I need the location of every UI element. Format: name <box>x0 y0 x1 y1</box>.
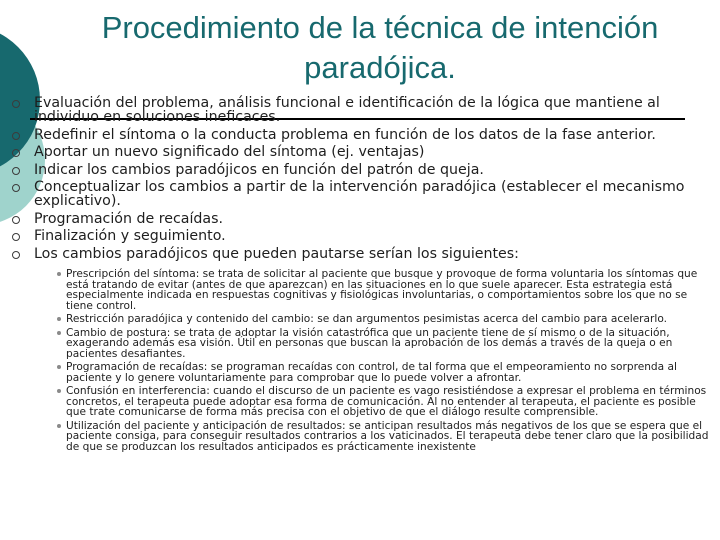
list-item: Indicar los cambios paradójicos en función del patrón de queja. <box>12 163 702 177</box>
dot-bullet-icon <box>57 389 61 393</box>
list-item: Aportar un nuevo significado del síntoma (ej. ventajas) <box>12 145 702 159</box>
sub-list-item: Utilización del paciente y anticipación de resultados: se anticipan resultados más negativos de los que se espera que el paciente consiga, para conseguir resultados contrarios a los vaticinados. El terapeuta debe tener claro que la posibilidad de que se produzcan los resultados anticipados es prácticamente inexistente <box>57 421 712 453</box>
circle-bullet-icon <box>12 149 20 157</box>
circle-bullet-icon <box>12 132 20 140</box>
sub-list-item: Programación de recaídas: se programan recaídas con control, de tal forma que el empeoramiento no sorprenda al paciente y lo genere voluntariamente para comprobar que lo puede volver a afrontar. <box>57 362 712 383</box>
dot-bullet-icon <box>57 331 61 335</box>
list-item: Finalización y seguimiento. <box>12 229 702 243</box>
circle-bullet-icon <box>12 184 20 192</box>
dot-bullet-icon <box>57 424 61 428</box>
procedure-list <box>12 96 702 264</box>
circle-bullet-icon <box>12 233 20 241</box>
list-item: Programación de recaídas. <box>12 212 702 226</box>
dot-bullet-icon <box>57 317 61 321</box>
circle-bullet-icon <box>12 167 20 175</box>
circle-bullet-icon <box>12 251 20 259</box>
sub-list-item: Confusión en interferencia: cuando el discurso de un paciente es vago resistiéndose a expresar el problema en términos concretos, el terapeuta puede adoptar esa forma de comunicación. Al no entender al terapeuta, el paciente es posible que trate comunicarse de forma más precisa con el objetivo de que el diálogo resulte comprensible. <box>57 386 712 418</box>
list-item: Evaluación del problema, análisis funcional e identificación de la lógica que mantiene al individuo en soluciones ineficaces. <box>12 96 702 124</box>
circle-bullet-icon <box>12 100 20 108</box>
decorative-circles <box>0 0 60 540</box>
paradoxical-changes-list <box>57 269 712 455</box>
circle-bullet-icon <box>12 216 20 224</box>
list-item: Conceptualizar los cambios a partir de la intervención paradójica (establecer el mecanismo explicativo). <box>12 180 702 208</box>
sub-list-item: Cambio de postura: se trata de adoptar la visión catastrófica que un paciente tiene de sí mismo o de la situación, exagerando además esa visión. Útil en personas que buscan la aprobación de los demás a través de la queja o en pacientes desafiantes. <box>57 328 712 360</box>
list-item: Los cambios paradójicos que pueden pautarse serían los siguientes: <box>12 247 702 261</box>
sub-list-item: Restricción paradójica y contenido del cambio: se dan argumentos pesimistas acerca del cambio para acelerarlo. <box>57 314 712 325</box>
dot-bullet-icon <box>57 365 61 369</box>
sub-list-item: Prescripción del síntoma: se trata de solicitar al paciente que busque y provoque de forma voluntaria los síntomas que está tratando de evitar (antes de que aparezcan) en las situaciones en lo que suele aparecer. Esta estrategia está especialmente indicada en respuestas cognitivas y fisiológicas involuntarias, o comportamientos sobre los que no se tiene control. <box>57 269 712 311</box>
list-item: Redefinir el síntoma o la conducta problema en función de los datos de la fase anterior. <box>12 128 702 142</box>
slide-title: Procedimiento de la técnica de intención paradójica. <box>101 10 659 85</box>
dot-bullet-icon <box>57 272 61 276</box>
